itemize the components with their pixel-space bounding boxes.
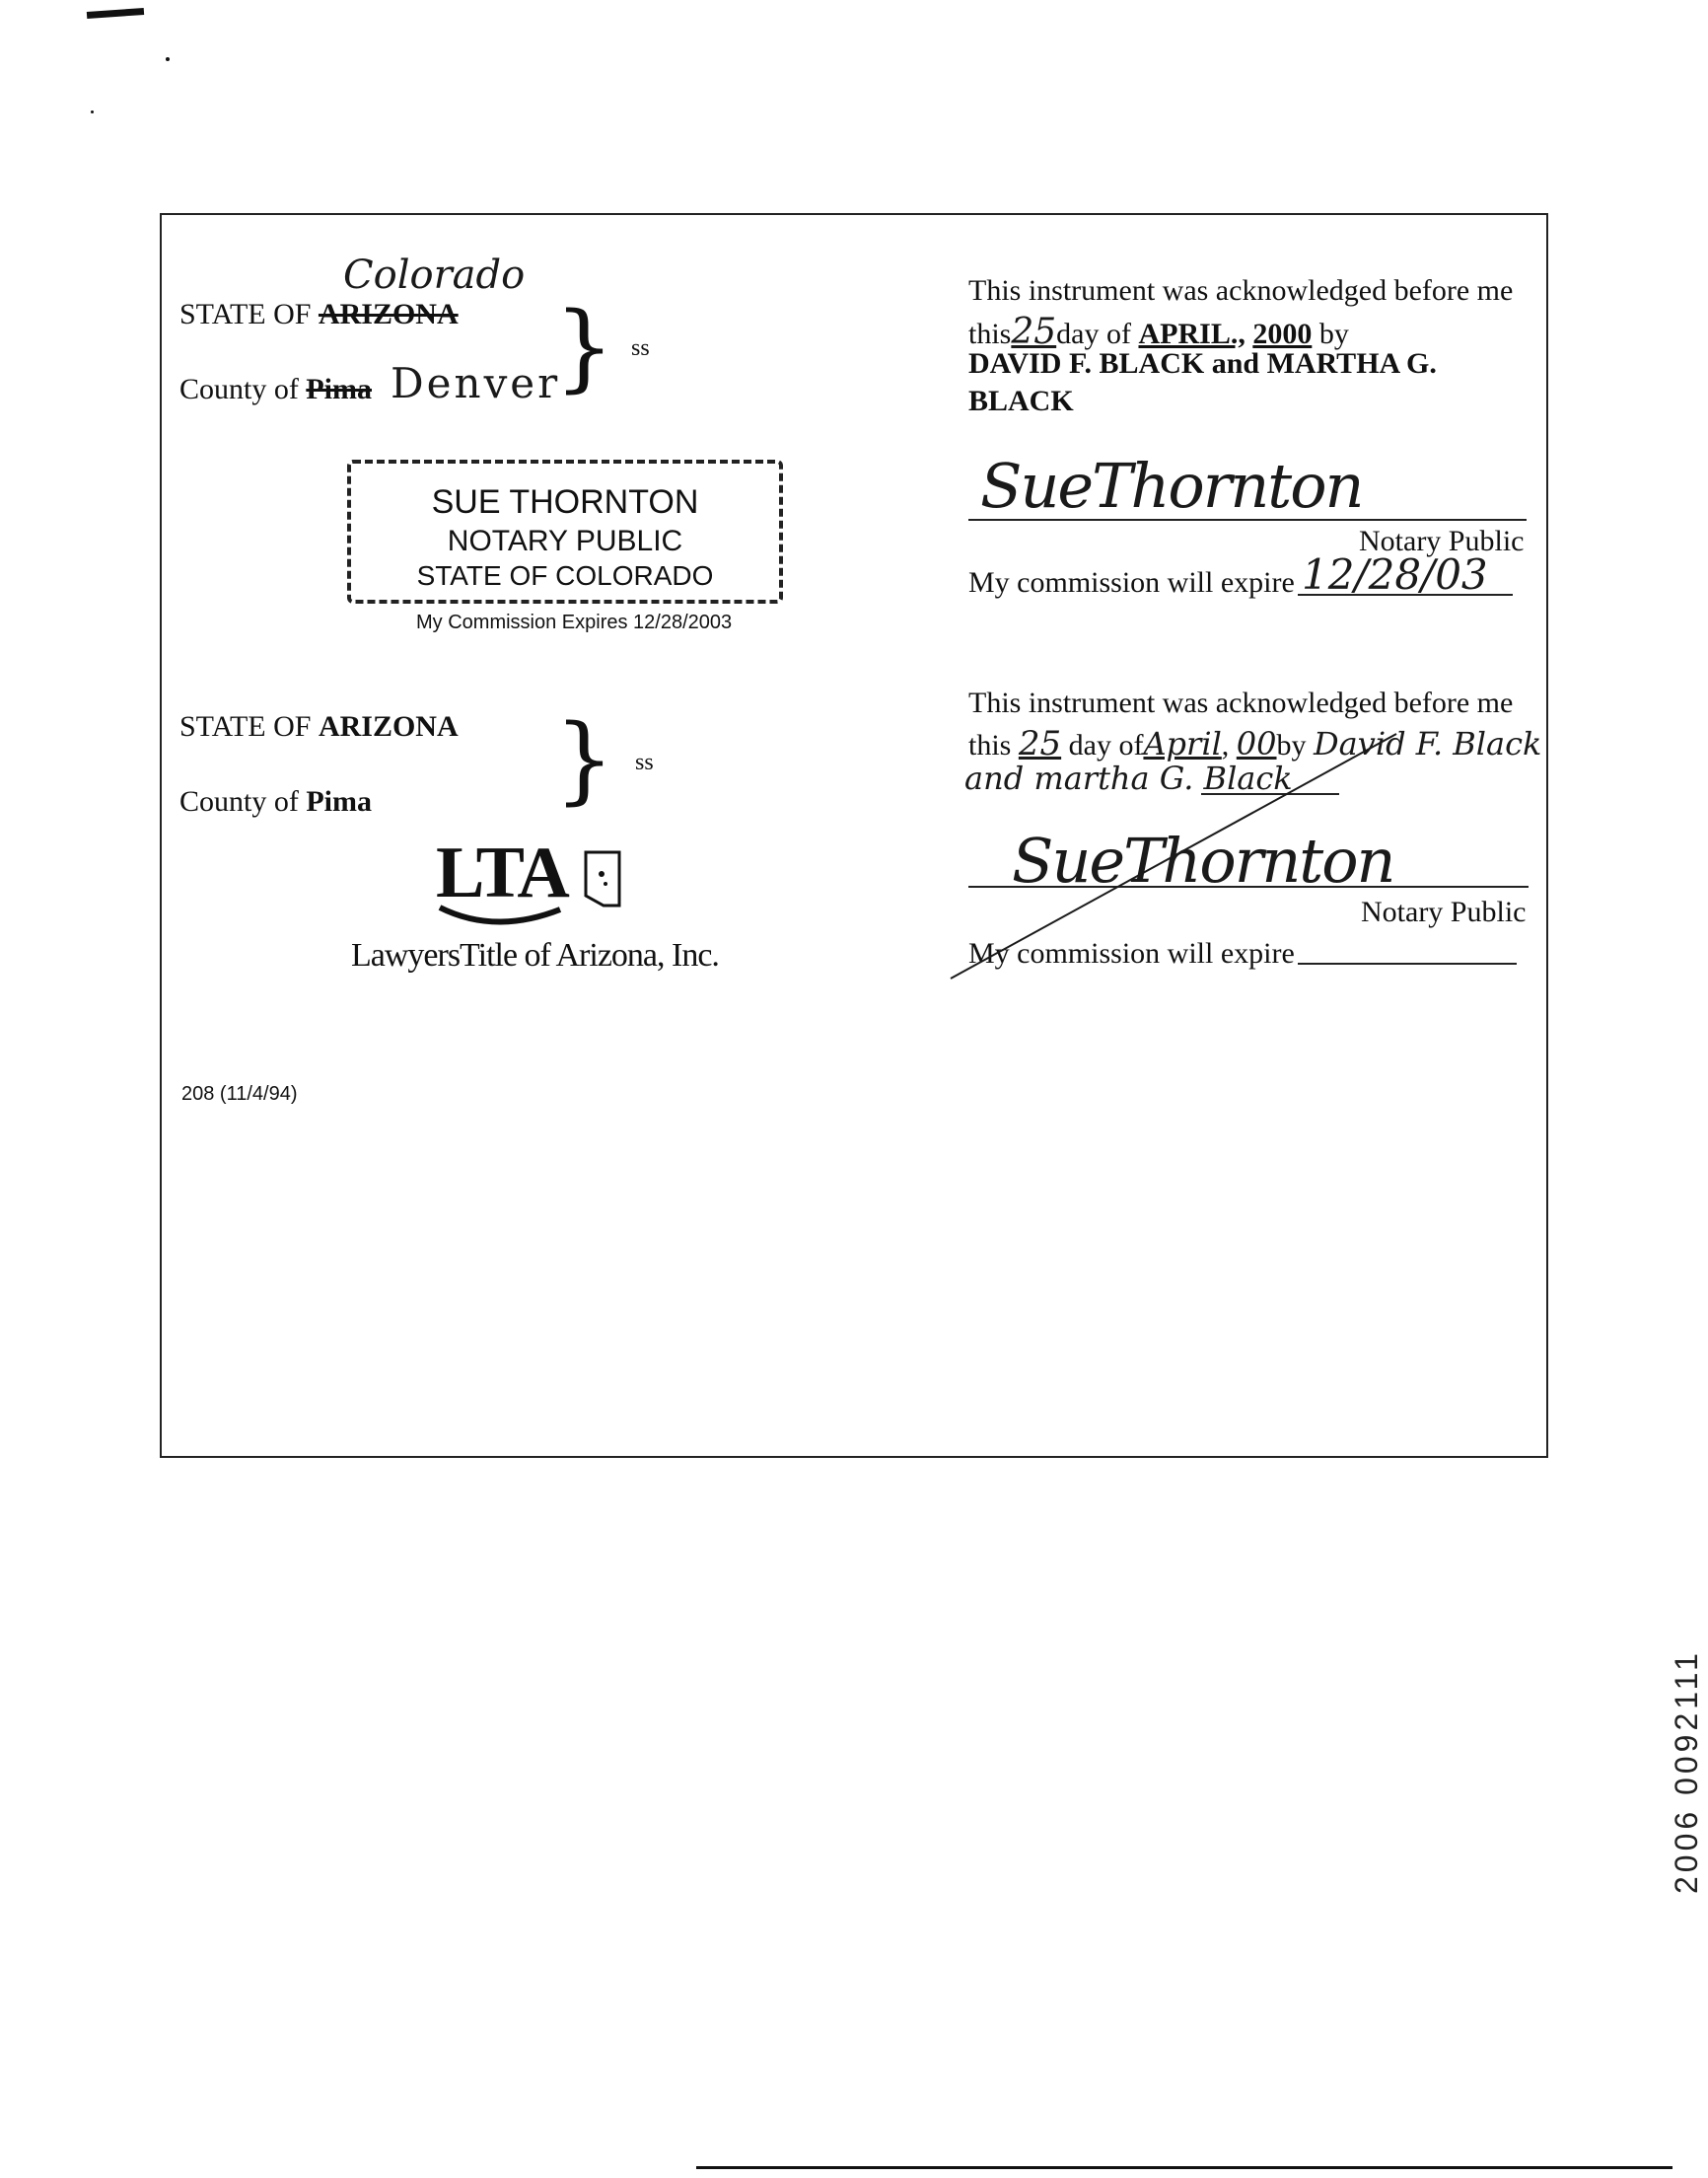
ack-this-2: this — [968, 729, 1012, 762]
stamp-title: NOTARY PUBLIC — [447, 525, 683, 557]
signature-2: SueThornton — [1012, 825, 1394, 897]
ack-line-2: This instrument was acknowledged before me — [968, 687, 1514, 719]
ack-month-2: April — [1143, 725, 1222, 762]
ack-date-line-2: this 25 day ofApril, 00by David F. Black — [968, 724, 1542, 763]
ss-1: ss — [631, 335, 650, 361]
state-struck: ARIZONA — [318, 298, 459, 330]
ss-2: ss — [635, 750, 654, 775]
ack-names-line-2: BLACK — [968, 385, 1074, 417]
ack-year: 2000 — [1252, 318, 1313, 350]
stamp-name: SUE THORNTON — [431, 483, 699, 521]
state-prefix: STATE OF — [179, 298, 312, 330]
county-prefix: County of — [179, 373, 299, 405]
ack-by-2: by — [1276, 729, 1307, 762]
ack-names-line-1: DAVID F. BLACK and MARTHA G. — [968, 347, 1437, 380]
signature-line-1 — [968, 519, 1527, 521]
state-handwritten: Colorado — [343, 253, 526, 298]
form-number: 208 (11/4/94) — [181, 1083, 298, 1105]
arizona-state-icon — [580, 848, 625, 909]
state-line-2 — [179, 710, 459, 744]
brace-1: } — [554, 292, 615, 402]
ack-month: APRIL., — [1138, 318, 1245, 350]
scan-dot — [91, 110, 94, 113]
county-2: Pima — [306, 785, 372, 818]
ack-by: by — [1318, 318, 1349, 350]
county-prefix-2: County of — [179, 785, 299, 818]
county-handwritten: Denver — [391, 359, 561, 407]
logo-swoosh-icon — [436, 902, 564, 931]
county-line-2 — [179, 785, 372, 819]
ack-year-2: 00 — [1236, 725, 1277, 762]
notary-public-label-1: Notary Public — [1359, 525, 1525, 557]
county-line-1 — [179, 373, 372, 406]
commission-label-2: My commission will expire — [968, 937, 1295, 970]
ack-day-2: 25 — [1018, 724, 1062, 763]
strike-through-stroke — [947, 730, 1400, 986]
county-struck: Pima — [306, 373, 372, 405]
stamp-expires: My Commission Expires 12/28/2003 — [416, 612, 733, 633]
notary-public-label-2: Notary Public — [1361, 896, 1527, 928]
state-prefix-2: STATE OF — [179, 710, 312, 743]
scan-edge-line — [696, 2166, 1672, 2169]
commission-label-1: My commission will expire — [968, 566, 1295, 599]
commission-date-handwritten: 12/28/03 — [1302, 550, 1488, 599]
notary-stamp — [347, 460, 783, 604]
ack-this: this — [968, 318, 1012, 350]
ack-names-2a: David F. Black — [1314, 725, 1542, 762]
ack-date-line-1 — [968, 312, 1349, 352]
ack-line-1: This instrument was acknowledged before me — [968, 274, 1514, 307]
logo-company-name: LawyersTitle of Arizona, Inc. — [351, 937, 719, 974]
state-2: ARIZONA — [318, 710, 459, 743]
signature-1: SueThornton — [980, 450, 1363, 522]
company-logo — [436, 833, 633, 935]
scan-dot — [166, 57, 170, 61]
stamp-state: STATE OF COLORADO — [416, 560, 714, 591]
ack-day-of-2: day of — [1068, 729, 1144, 762]
ack-day-handwritten: 25 — [1011, 312, 1057, 352]
brace-2: } — [554, 704, 615, 815]
state-line-1 — [179, 298, 459, 331]
ack-names-2b: and martha G. Black — [964, 760, 1293, 797]
scan-mark — [87, 8, 144, 19]
margin-recording-number: 2006 0092111 — [1669, 1649, 1704, 1894]
ack-day-of: day of — [1056, 318, 1131, 350]
logo-mark: LTA — [436, 833, 568, 913]
